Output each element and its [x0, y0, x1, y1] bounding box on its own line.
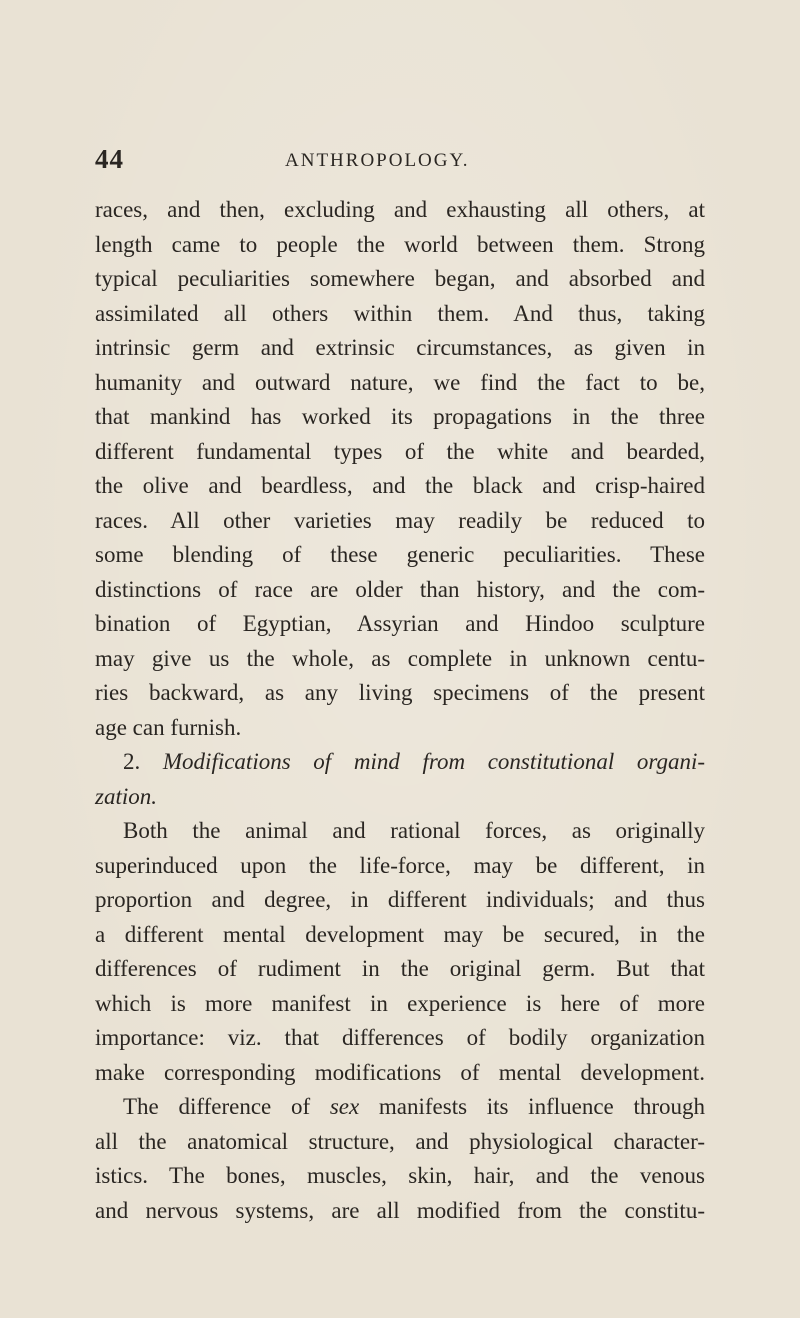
- text-line-14: may give us the whole, as complete in unknown centu-: [95, 645, 705, 671]
- text-line-28: all the anatomical structure, and physiological character-: [95, 1128, 705, 1154]
- text-line-5: intrinsic germ and extrinsic circumstances, as given in: [95, 335, 705, 360]
- text-line-16: age can furnish.: [95, 714, 242, 740]
- text-line-30: and nervous systems, are all modified from the constitu-: [95, 1197, 705, 1223]
- text-line-11: some blending of these generic peculiarities. These: [95, 542, 705, 567]
- text-line-1: races, and then, excluding and exhausting all others, at: [95, 197, 705, 222]
- sex-line-before: The difference of: [123, 1094, 330, 1119]
- page-header: [95, 144, 705, 178]
- text-line-19: Both the animal and rational forces, as originally: [123, 818, 705, 843]
- text-line-7: that mankind has worked its propagations in the three: [95, 404, 705, 429]
- text-line-10: races. All other varieties may readily be reduced to: [95, 507, 705, 533]
- section-heading-line-1: [95, 745, 705, 780]
- body-text: [95, 193, 705, 1228]
- sex-line-after: manifests its influence through: [378, 1094, 705, 1119]
- text-line-2: length came to people the world between them. Strong: [95, 231, 705, 257]
- text-line-3: typical peculiarities somewhere began, and absorbed and: [95, 266, 705, 291]
- text-line-15: ries backward, as any living specimens of the present: [95, 680, 705, 705]
- text-line-12: distinctions of race are older than history, and the com-: [95, 576, 705, 602]
- text-line-27: [95, 1090, 705, 1125]
- running-head: ANTHROPOLOGY.: [285, 150, 470, 171]
- text-line-22: a different mental development may be secured, in the: [95, 921, 705, 947]
- text-line-13: bination of Egyptian, Assyrian and Hindoo sculpture: [95, 611, 705, 636]
- text-line-24: which is more manifest in experience is here of more: [95, 990, 705, 1016]
- text-line-20: superinduced upon the life-force, may be different, in: [95, 852, 705, 878]
- text-line-4: assimilated all others within them. And thus, taking: [95, 300, 705, 326]
- text-line-26: make corresponding modifications of mental development.: [95, 1059, 705, 1085]
- page-number: 44: [95, 144, 124, 174]
- text-line-21: proportion and degree, in different individuals; and thus: [95, 887, 705, 912]
- text-line-29: istics. The bones, muscles, skin, hair, and the venous: [95, 1163, 705, 1188]
- text-line-23: differences of rudiment in the original germ. But that: [95, 956, 705, 981]
- text-line-6: humanity and outward nature, we find the fact to be,: [95, 369, 705, 395]
- text-line-8: different fundamental types of the white and bearded,: [95, 438, 705, 464]
- section-title: Modifications of mind from constitutional organi-: [162, 749, 705, 774]
- section-number: 2.: [123, 749, 141, 774]
- text-line-9: the olive and beardless, and the black and crisp-haired: [95, 473, 705, 498]
- emphasized-word-sex: sex: [329, 1094, 360, 1119]
- section-heading-line-2: zation.: [95, 783, 157, 809]
- text-line-25: importance: viz. that differences of bodily organization: [95, 1025, 705, 1050]
